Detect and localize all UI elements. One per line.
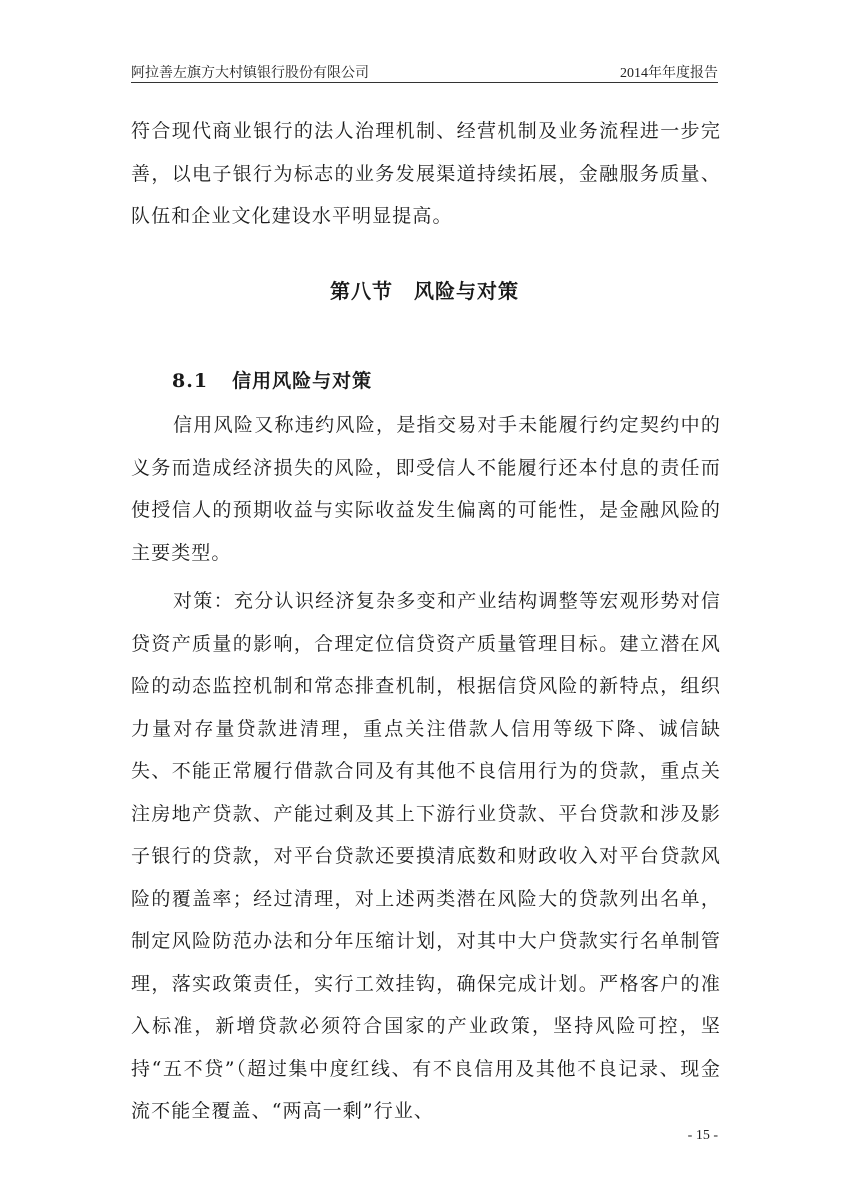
header-company-name: 阿拉善左旗方大村镇银行股份有限公司 — [131, 66, 369, 81]
continuation-paragraph: 符合现代商业银行的法人治理机制、经营机制及业务流程进一步完善，以电子银行为标志的业务发展渠道持续拓展，金融服务质量、队伍和企业文化建设水平明显提高。 — [131, 120, 721, 227]
countermeasures-paragraph: 对策：充分认识经济复杂多变和产业结构调整等宏观形势对信贷资产质量的影响，合理定位信贷资产质量管理目标。建立潜在风险的动态监控机制和常态排查机制，根据信贷风险的新特点，组织力量对存量贷款进清理，重点关注借款人信用等级下降、诚信缺失、不能正常履行借款合同及有其他不良信用行为的贷款，重点关注房地产贷款、产能过剩及其上下游行业贷款、平台贷款和涉及影子银行的贷款，对平台贷款还要摸清底数和财政收入对平台贷款风险的覆盖率；经过清理，对上述两类潜在风险大的贷款列出名单，制定风险防范办法和分年压缩计划，对其中大户贷款实行名单制管理，落实政策责任，实行工效挂钩，确保完成计划。严格客户的准入标准，新增贷款必须符合国家的产业政策，坚持风险可控，坚持“五不贷”（超过集中度红线、有不良信用及其他不良记录、现金流不能全覆盖、“两高一剩”行业、 — [131, 590, 721, 1122]
subsection-title: 信用风险与对策 — [232, 370, 373, 392]
subsection-number: 8.1 — [172, 370, 209, 392]
page-number: - 15 - — [687, 1128, 718, 1143]
header-report-title: 2014年年度报告 — [620, 66, 718, 81]
definition-paragraph: 信用风险又称违约风险，是指交易对手未能履行约定契约中的义务而造成经济损失的风险，即受信人不能履行还本付息的责任而使授信人的预期收益与实际收益发生偏离的可能性，是金融风险的主要类型。 — [131, 414, 721, 564]
section-title: 第八节 风险与对策 — [330, 279, 519, 303]
subsection-heading — [172, 366, 372, 393]
page-header — [131, 60, 718, 83]
